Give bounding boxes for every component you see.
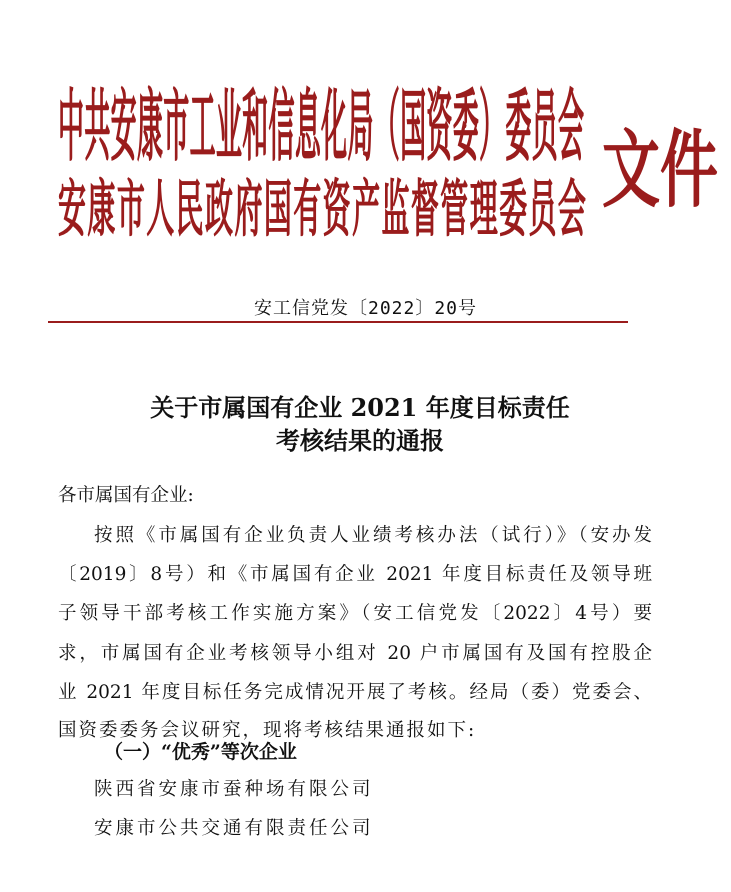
paragraph-line: 子领导干部考核工作实施方案》（安工信党发〔2022〕4号）要 [58, 603, 652, 624]
document-title-line-2: 考核结果的通报 [276, 426, 444, 455]
paragraph-line: 求，市属国有企业考核领导小组对 20 户市属国有及国有控股企 [58, 643, 652, 664]
paragraph-line: 按照《市属国有企业负责人业绩考核办法（试行）》（安办发 [94, 525, 652, 546]
letterhead-org-line-2: 安 康 市 人 民 政 府 国 有 资 产 监 督 管 理 委 员 会 [58, 173, 585, 246]
salutation: 各市属国有企业: [58, 485, 194, 506]
paragraph-line: 国资委委务会议研究，现将考核结果通报如下: [58, 720, 477, 741]
paragraph-line: 〔2019〕8号）和《市属国有企业 2021 年度目标责任及领导班 [58, 564, 652, 585]
red-divider [48, 321, 628, 323]
company-item: 安康市公共交通有限责任公司 [94, 818, 374, 839]
letterhead-document-label: 文 件 [602, 120, 719, 220]
company-item: 陕西省安康市蚕种场有限公司 [94, 779, 374, 800]
paragraph-line: 业 2021 年度目标任务完成情况开展了考核。经局（委）党委会、 [58, 682, 652, 703]
document-number: 安工信党发〔2022〕20号 [253, 298, 478, 319]
document-title-line-1: 关于市属国有企业 2021 年度目标责任 [150, 393, 570, 422]
section-heading: （一）“优秀”等次企业 [104, 741, 297, 763]
letterhead-org-line-1: 中 共 安 康 市 工 业 和 信 息 化 局 （ 国 资 委 ） 委 员 会 [58, 84, 583, 174]
